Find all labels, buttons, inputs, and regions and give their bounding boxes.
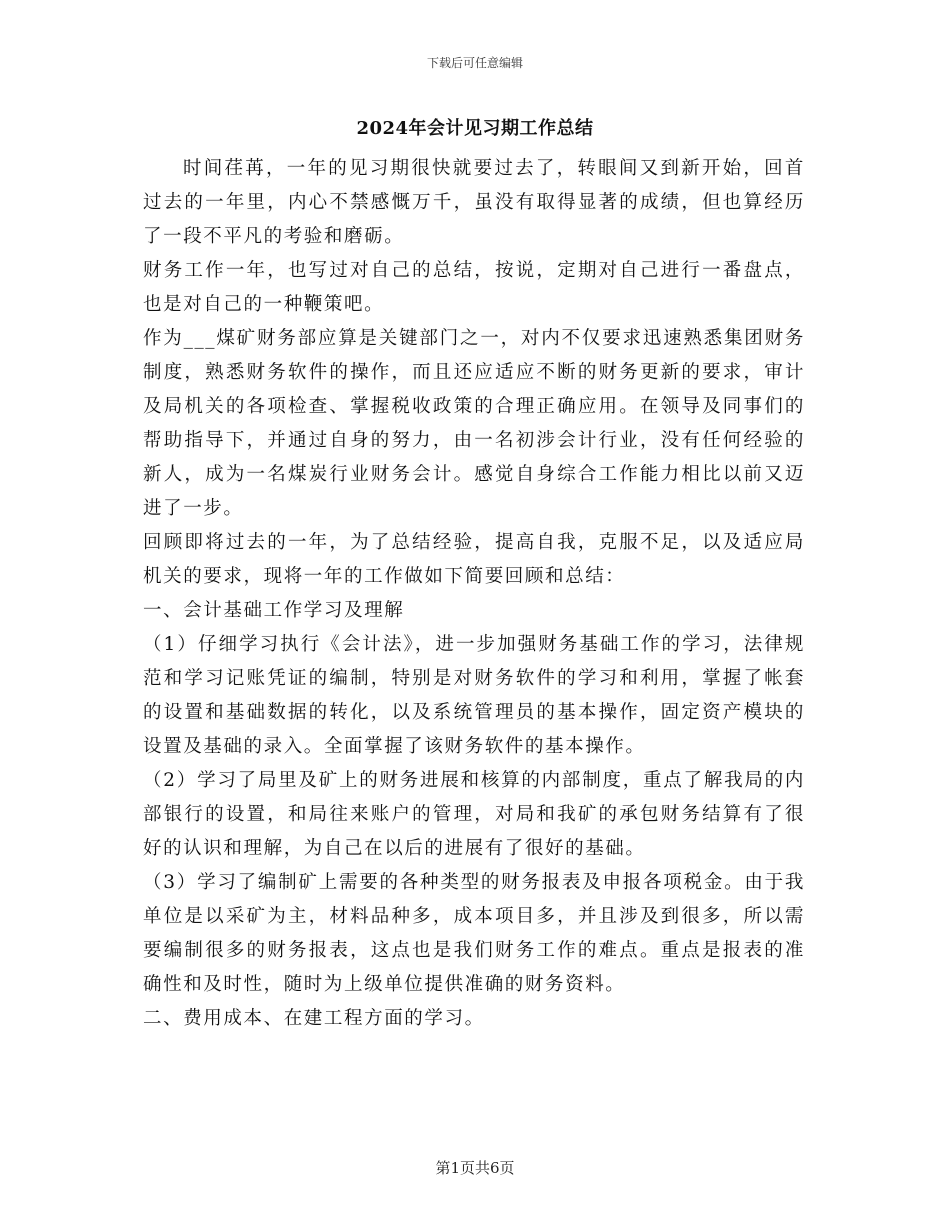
paragraph-summary-intro: 回顾即将过去的一年，为了总结经验，提高自我，克服不足，以及适应局机关的要求，现将一年的工作做如下简要回顾和总结：	[143, 532, 805, 587]
paragraph-intro: 时间荏苒，一年的见习期很快就要过去了，转眼间又到新开始，回首过去的一年里，内心不禁感慨万千，虽没有取得显著的成绩，但也算经历了一段不平凡的考验和磨砺。	[143, 158, 805, 247]
paragraph-role: 作为___煤矿财务部应算是关键部门之一，对内不仅要求迅速熟悉集团财务制度，熟悉财务软件的操作，而且还应适应不断的财务更新的要求，审计及局机关的各项检查、掌握税收政策的合理正确应用。在领导及同事们的帮助指导下，并通过自身的努力，由一名初涉会计行业，没有任何经验的新人，成为一名煤炭行业财务会计。感觉自身综合工作能力相比以前又迈进了一步。	[143, 328, 805, 519]
list-item-2: （2）学习了局里及矿上的财务进展和核算的内部制度，重点了解我局的内部银行的设置，和局往来账户的管理，对局和我矿的承包财务结算有了很好的认识和理解，为自己在以后的进展有了很好的基础。	[143, 770, 805, 859]
paragraph-self-review: 财务工作一年，也写过对自己的总结，按说，定期对自己进行一番盘点，也是对自己的一种鞭策吧。	[143, 260, 805, 315]
document-title: 2024年会计见习期工作总结	[356, 118, 594, 139]
list-item-1: （1）仔细学习执行《会计法》，进一步加强财务基础工作的学习，法律规范和学习记账凭证的编制，特别是对财务软件的学习和利用，掌握了帐套的设置和基础数据的转化，以及系统管理员的基本操作，固定资产模块的设置及基础的录入。全面掌握了该财务软件的基本操作。	[143, 634, 805, 757]
list-item-3: （3）学习了编制矿上需要的各种类型的财务报表及申报各项税金。由于我单位是以采矿为主，材料品种多，成本项目多，并且涉及到很多，所以需要编制很多的财务报表，这点也是我们财务工作的难点。重点是报表的准确性和及时性，随时为上级单位提供准确的财务资料。	[143, 872, 805, 995]
header-note: 下载后可任意编辑	[426, 56, 523, 70]
section-heading-1: 一、会计基础工作学习及理解	[143, 600, 405, 621]
document-body	[143, 152, 805, 1036]
section-heading-2: 二、费用成本、在建工程方面的学习。	[143, 1008, 485, 1029]
page-number: 第1页共6页	[435, 1159, 515, 1177]
